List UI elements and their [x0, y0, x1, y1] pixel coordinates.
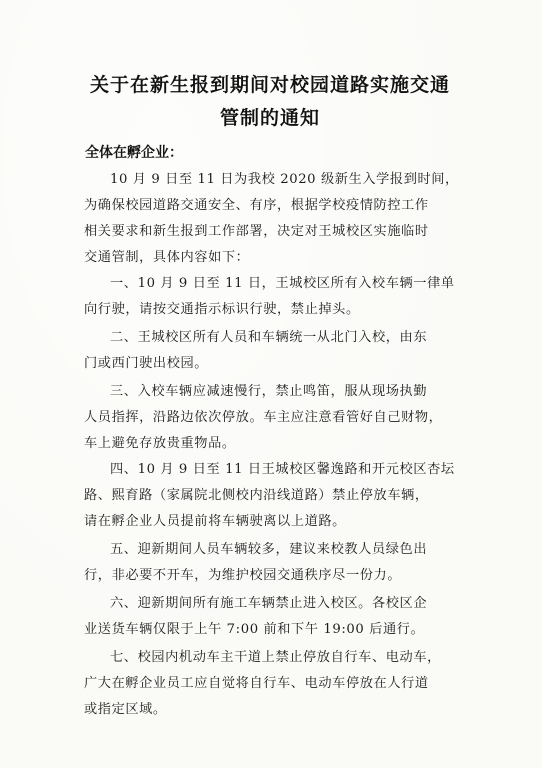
body-line: 七、校园内机动车主干道上禁止停放自行车、电动车，: [110, 650, 441, 665]
title-line-2: 管制的通知: [219, 107, 320, 129]
title-line-1: 关于在新生报到期间对校园道路实施交通: [89, 74, 450, 96]
body-line: 或指定区域。: [84, 702, 167, 717]
body-line: 10 月 9 日至 11 日为我校 2020 级新生入学报到时间，: [110, 172, 459, 187]
body-line: 人员指挥，沿路边依次停放。车主应注意看管好自己财物，: [84, 410, 443, 425]
body-line: 交通管制，具体内容如下：: [84, 250, 250, 265]
salutation: 全体在孵企业：: [85, 145, 183, 161]
body-line: 向行驶，请按交通指示标识行驶，禁止掉头。: [84, 302, 360, 317]
body-line: 为确保校园道路交通安全、有序，根据学校疫情防控工作: [84, 198, 429, 213]
body-line: 行，非必要不开车，为维护校园交通秩序尽一份力。: [84, 568, 402, 583]
body-line: 车上避免存放贵重物品。: [84, 436, 236, 451]
body-line: 路、熙育路（家属院北侧校内沿线道路）禁止停放车辆，: [84, 488, 429, 503]
body-line: 门或西门驶出校园。: [84, 356, 209, 371]
body-line: 请在孵企业人员提前将车辆驶离以上道路。: [84, 514, 346, 529]
body-line: 业送货车辆仅限于上午 7:00 前和下午 19:00 后通行。: [84, 622, 425, 637]
body-line: 六、迎新期间所有施工车辆禁止进入校区。各校区企: [110, 596, 428, 611]
body-line: 四、10 月 9 日至 11 日王城校区馨逸路和开元校区杏坛: [110, 462, 455, 477]
body-line: 相关要求和新生报到工作部署，决定对王城校区实施临时: [84, 224, 429, 239]
body-line: 一、10 月 9 日至 11 日，王城校区所有入校车辆一律单: [110, 276, 455, 291]
body-line: 三、入校车辆应减速慢行，禁止鸣笛，服从现场执勤: [110, 384, 428, 399]
body-line: 二、王城校区所有人员和车辆统一从北门入校，由东: [110, 330, 428, 345]
body-line: 五、迎新期间人员车辆较多，建议来校教人员绿色出: [110, 542, 428, 557]
body-line: 广大在孵企业员工应自觉将自行车、电动车停放在人行道: [84, 676, 429, 691]
